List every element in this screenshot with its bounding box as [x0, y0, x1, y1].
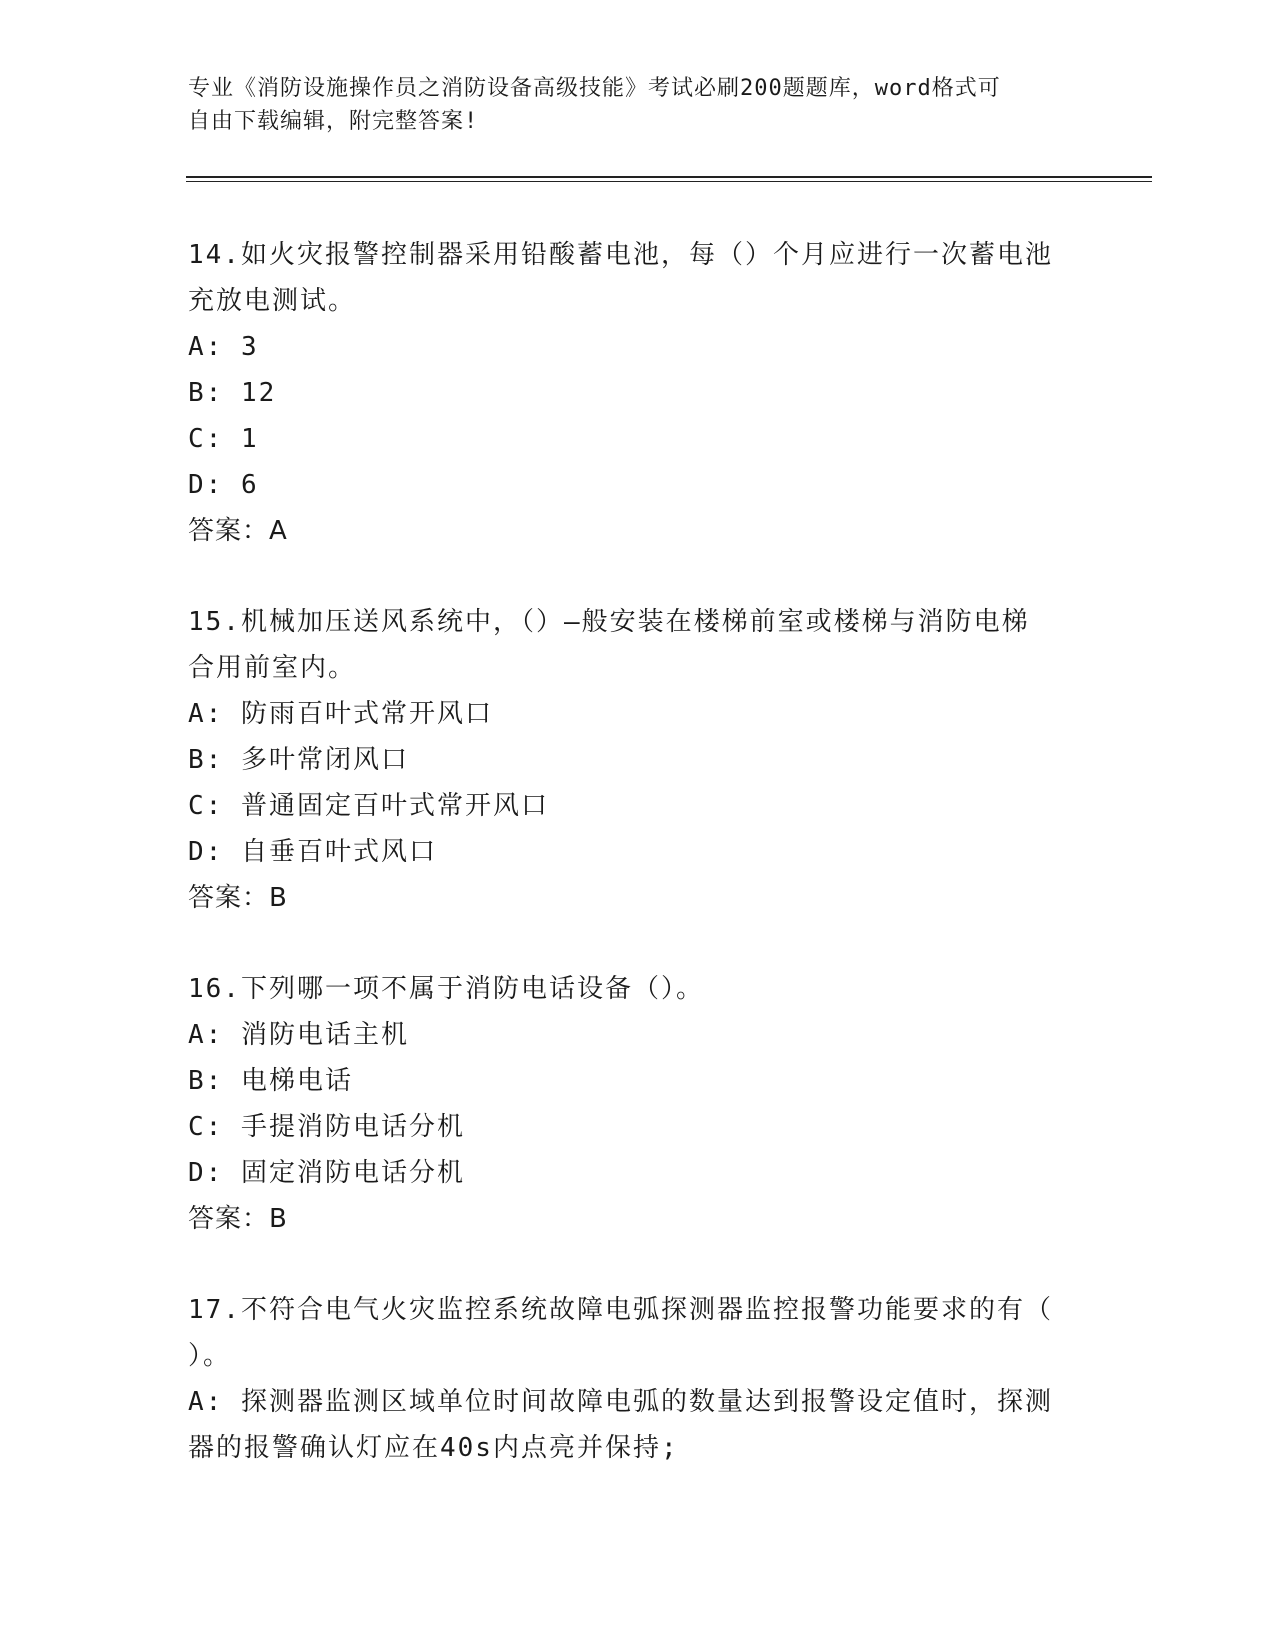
option-a: A: 消防电话主机	[188, 1020, 409, 1050]
question-15	[188, 599, 1088, 921]
option-b: B: 多叶常闭风口	[188, 745, 409, 775]
question-stem: 16.下列哪一项不属于消防电话设备（）。	[188, 974, 704, 1004]
question-stem-cont: ）。	[188, 1341, 232, 1371]
option-c: C: 普通固定百叶式常开风口	[188, 791, 549, 821]
header-rule-thin	[186, 181, 1152, 182]
question-16	[188, 966, 1088, 1242]
option-d: D: 固定消防电话分机	[188, 1158, 465, 1188]
question-list	[188, 232, 1088, 1516]
option-b: B: 电梯电话	[188, 1066, 353, 1096]
question-stem: 14.如火灾报警控制器采用铅酸蓄电池，每（）个月应进行一次蓄电池	[188, 240, 1053, 270]
question-17	[188, 1287, 1088, 1471]
header-line-1: 专业《消防设施操作员之消防设备高级技能》考试必刷200题题库，word格式可	[188, 76, 1001, 101]
option-c: C: 1	[188, 424, 259, 454]
option-c: C: 手提消防电话分机	[188, 1112, 465, 1142]
option-d: D: 自垂百叶式风口	[188, 837, 437, 867]
option-b: B: 12	[188, 378, 277, 408]
option-a: A: 3	[188, 332, 259, 362]
answer: 答案：B	[188, 1204, 288, 1234]
header-rule-thick	[186, 176, 1152, 178]
option-a: A: 防雨百叶式常开风口	[188, 699, 493, 729]
header-line-2: 自由下载编辑，附完整答案!	[188, 109, 479, 134]
option-d: D: 6	[188, 470, 259, 500]
question-stem-cont: 合用前室内。	[188, 653, 357, 683]
option-a-cont: 器的报警确认灯应在40s内点亮并保持;	[188, 1433, 679, 1463]
question-stem: 17.不符合电气火灾监控系统故障电弧探测器监控报警功能要求的有（	[188, 1295, 1053, 1325]
answer: 答案：B	[188, 883, 288, 913]
question-stem: 15.机械加压送风系统中，（）—般安装在楼梯前室或楼梯与消防电梯	[188, 607, 1030, 637]
question-14	[188, 232, 1088, 554]
option-a: A: 探测器监测区域单位时间故障电弧的数量达到报警设定值时，探测	[188, 1387, 1053, 1417]
question-stem-cont: 充放电测试。	[188, 286, 357, 316]
document-header	[188, 72, 1068, 138]
answer: 答案：A	[188, 516, 288, 546]
